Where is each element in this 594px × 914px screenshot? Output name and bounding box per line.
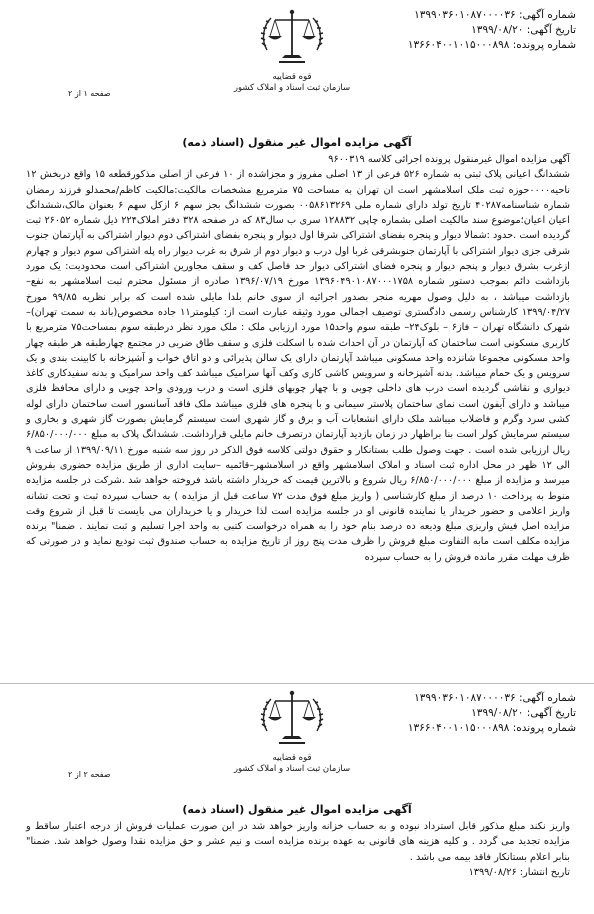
ad-title: آگهی مزایده اموال غیر منقول (اسناد ذمه) xyxy=(182,136,412,149)
ad-case-line: آگهی مزایده اموال غیرمنقول پرونده اجرائی کلاسه ۹۶۰۰۳۱۹ xyxy=(328,154,570,165)
ad-body-paragraph: ششدانگ اعیانی پلاک ثبتی به شماره ۵۲۶ فرعی از ۱۳ اصلی مفروز و مجزاشده از ۱۰ فرعی از اصلی مذکورقطعه ۱۵ واقع دربخش ۱۲ ناحیه۰۰۰۰حوزه ثبت ملک اسلامشهر است ان تهران به مساحت ۷۵ مترمربع مشخصات مالکیت:مالکیت کاظم/محمدلو فرزند رمضان شماره شناسنامه۴۰۲۸۷ تاریخ تولد دارای شماره ملی ۰۰۵۸۶۱۳۲۶۹ بصورت ششدانگ بجز سهم ۶ ازکل سهم ۶ بعنوان مالک،ششدانگ اعیان اعیان؛موضوع سند مالکیت اصلی بشماره چاپی ۱۲۸۸۳۲ سری ب سال۸۳ که در صفحه ۳۲۸ دفتر املاک۲۲۴ ذیل شماره ۲۶۰۵۲ ثبت گردیده است .حدود :شمالا دیوار و پنجره بفضای اشتراکی شرقا اول دیوار و پنجره بفضای اشتراکی دوم دیوار اشتراکی به آپارتمان جنوب شرقی جزی دیوار اشتراکی با آپارتمان جنوبشرقی غربا اول درب و دیوار دوم از شرق به غرب دیوار راه پله اشتراکی سوم دیوار و چهارم ازغرب بشرق دیوار و پنجم دیوار و پنجره فضای اشتراکی دیوار حد فاصل کف و سقف مجاورین اشتراکی است محدودیت: یک مورد بازداشت دائم بموجب دستور شماره ۱۳۹۶۰۴۹۰۱۰۸۷۰۰۰۱۷۵۸ مورخ ۱۳۹۶/۰۷/۱۹ صادره از مسئول محترم ثبت اسلامشهر به نفع– بازداشت میباشد ، به دلیل وصول مهریه منجر بصدور اجرائیه از سوی خانم بلدا مایلی شده است که برابر نظریه ۹۹/۸۵ مورخ ۱۳۹۹/۰۴/۲۷ کارشناس رسمی دادگستری توصیف اجمالی مورد وثیقه عبارت است از: کیلومتر۱۱ جاده مخصوص(باند به سمت تهران)– شهرک دانشگاه تهران – فاز۶ – بلوک۲۴– طبقه سوم واحد۱۵ مورد ارزیابی ملک : ملک مورد نظر درطبقه سوم بمساحت۷۵ مترمربع با کاربری مسکونی است ساختمان که آپارتمان در آن احداث شده با اسکلت فلزی و سقف طاق ضربی در مجتمع چهارطبقه هر طبقه چهار واحد مسکونی مجموعا شانزده واحد مسکونی میباشد آپارتمان دارای یک سالن پذیرائی و دو اتاق خواب و آشپزخانه با کابینت بندی و یک سرویس و یک حمام میباشد. بدنه آشپزخانه و سرویس کاشی کاری وکف آنها سرامیک میباشد کف واحد سرامیک و بدنه سفیدکاری کاغذ دیواری و نقاشی گردیده است درب های داخلی چوبی و با چهار چوبهای فلزی است و درب ورودی واحد چوبی و دارای محافظ فلزی میباشد و دارای آیفون است نمای ساختمان پلاستر سیمانی و با پنجره های فلزی میباشد ملک فاقد آسانسور است ساختمان دارای لوله کشی سرد وگرم و فاضلاب میباشد ملک دارای انشعابات آب و برق و گاز شهری است سیستم گرمایش بصورت گاز شهری و بخاری و سیستم سرمایش کولر است بنا براظهار در زمان بازدید آپارتمان درتصرف خانم مایلی قرارداشت. ششدانگ پلاک به مبلغ ۶/۸۵۰/۰۰۰/۰۰۰ ریال ارزیابی شده است . جهت وصول طلب بستانکار و حقوق دولتی کلاسه فوق الذکر در روز سه شنبه مورخ ۱۳۹۹/۰۹/۱۱ از ساعت ۹ الی ۱۲ ظهر در محل اداره ثبت اسناد و املاک اسلامشهر واقع در اسلامشهر–قائمیه –سایت اداری از طریق مزایده حضوری بفروش میرسد و مزایده از مبلغ ۶/۸۵۰/۰۰۰/۰۰۰ ریال شروع و بالاترین قیمت که خریدار داشته باشد فروخته خواهد شد .شرکت در جلسه مزایده منوط به پرداخت ۱۰ درصد از مبلغ کارشناسی ( واریز مبلغ فوق مدت ۷۲ ساعت قبل از مزایده ) به حساب سپرده ثبت و تحت تشانه واریز اعلامی و حضور خریدار یا نماینده قانونی او در جلسه مزایده است لذا خریدار و یا خریداران می بایست تا قبل از شروع وقت مزایده اصل فیش واریزی مبلغ ودیعه ده درصد بنام خود را به همراه درخواست کتبی به واحد اجرا تسلیم و ثبت نمایند . ضمنا" برنده مزایده مکلف است مابه التفاوت مبلغ فروش را ظرف مدت پنج روز از تاریخ مزایده به حساب صندوق ثبت تودیع نماید و در صورتی که ظرف مهلت مقرر مانده فروش را به حساب سپرده xyxy=(26,169,571,563)
ad-meta xyxy=(408,8,576,53)
scales-of-justice-icon xyxy=(257,6,327,72)
logo-judiciary-text: قوه قضاییه xyxy=(272,72,312,82)
page-divider xyxy=(0,683,594,684)
logo-org-text: سازمان ثبت اسناد و املاک کشور xyxy=(233,764,351,774)
ad-body-paragraph: واریز نکند مبلغ مذکور قابل استرداد نبوده و به حساب خزانه واریز خواهد شد در این صورت عملیات فروش از درجه اعتبار ساقط و مزایده تجدید می گردد . و کلیه هزینه های قانونی به عهده برنده مزایده است و نیم عشر و حق مزایده نقدا وصول خواهد شد. ضمنا" بنابر اعلام بستانکار فاقد بیمه می باشد . xyxy=(26,821,570,863)
page-number: صفحه ۱ از ۲ xyxy=(68,89,111,98)
ad-date: تاریخ آگهی: ۱۳۹۹/۰۸/۲۰ xyxy=(471,24,576,36)
case-number: شماره پرونده: ۱۳۶۶۰۴۰۰۱۰۱۵۰۰۰۸۹۸ xyxy=(407,722,576,734)
ad-body xyxy=(26,152,570,565)
ad-number: شماره آگهی: ۱۳۹۹۰۳۶۰۱۰۸۷۰۰۰۰۳۶ xyxy=(414,692,576,704)
publish-date: تاریخ انتشار: ۱۳۹۹/۰۸/۲۶ xyxy=(468,866,570,878)
ad-meta xyxy=(408,691,576,736)
ad-body xyxy=(26,819,570,880)
scales-of-justice-icon xyxy=(257,687,327,753)
ad-date: تاریخ آگهی: ۱۳۹۹/۰۸/۲۰ xyxy=(471,707,576,719)
ad-page-2 xyxy=(0,685,594,914)
case-number: شماره پرونده: ۱۳۶۶۰۴۰۰۱۰۱۵۰۰۰۸۹۸ xyxy=(407,39,576,51)
page-number: صفحه ۲ از ۲ xyxy=(68,770,111,779)
logo-judiciary-text: قوه قضاییه xyxy=(272,753,312,763)
ad-title: آگهی مزایده اموال غیر منقول (اسناد ذمه) xyxy=(182,803,412,816)
logo-org-text: سازمان ثبت اسناد و املاک کشور xyxy=(233,83,351,93)
judiciary-logo xyxy=(232,687,352,775)
judiciary-logo xyxy=(232,6,352,94)
ad-number: شماره آگهی: ۱۳۹۹۰۳۶۰۱۰۸۷۰۰۰۰۳۶ xyxy=(414,9,576,21)
